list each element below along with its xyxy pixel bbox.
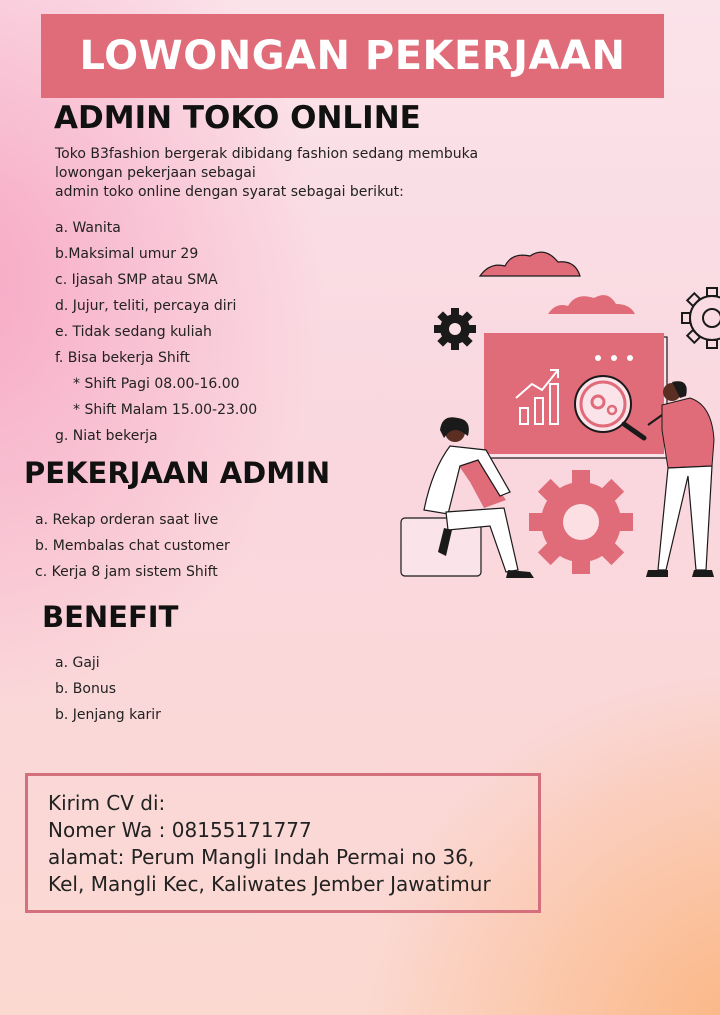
list-item: c. Ijasah SMP atau SMA [55,272,218,288]
gear-icon [682,288,720,348]
list-item: a. Gaji [55,655,100,671]
gear-icon [529,470,633,574]
list-item: b. Bonus [55,681,116,697]
intro-line: lowongan pekerjaan sebagai [55,165,256,181]
duties-title: PEKERJAAN ADMIN [24,456,331,490]
illustration [395,245,720,585]
intro-line: Toko B3fashion bergerak dibidang fashion sedang membuka [55,146,479,162]
benefit-title: BENEFIT [42,600,179,634]
list-item: g. Niat bekerja [55,428,158,444]
list-item: b. Membalas chat customer [35,538,230,554]
job-title: ADMIN TOKO ONLINE [54,100,421,136]
contact-line: alamat: Perum Mangli Indah Permai no 36, [48,845,475,869]
list-item: a. Rekap orderan saat live [35,512,219,528]
intro-line: admin toko online dengan syarat sebagai berikut: [55,184,404,200]
contact-line: Nomer Wa : 08155171777 [48,818,312,842]
list-item: d. Jujur, teliti, percaya diri [55,298,237,314]
gear-icon [434,308,476,350]
list-item: * Shift Malam 15.00-23.00 [73,402,258,418]
duties-list [35,507,230,585]
list-item: f. Bisa bekerja Shift [55,350,190,366]
benefit-list [55,650,161,728]
intro-text [55,145,555,202]
list-item: * Shift Pagi 08.00-16.00 [73,376,240,392]
list-item: a. Wanita [55,220,121,236]
list-item: b. Jenjang karir [55,707,161,723]
contact-line: Kel, Mangli Kec, Kaliwates Jember Jawatimur [48,872,491,896]
contact-line: Kirim CV di: [48,791,166,815]
requirements-list [55,215,257,449]
list-item: b.Maksimal umur 29 [55,246,199,262]
list-item: c. Kerja 8 jam sistem Shift [35,564,218,580]
cloud-icon [548,295,635,314]
list-item: e. Tidak sedang kuliah [55,324,212,340]
contact-box [25,773,541,913]
header-banner [41,14,664,98]
cloud-icon [480,252,580,276]
banner-title: LOWONGAN PEKERJAAN [79,33,626,79]
